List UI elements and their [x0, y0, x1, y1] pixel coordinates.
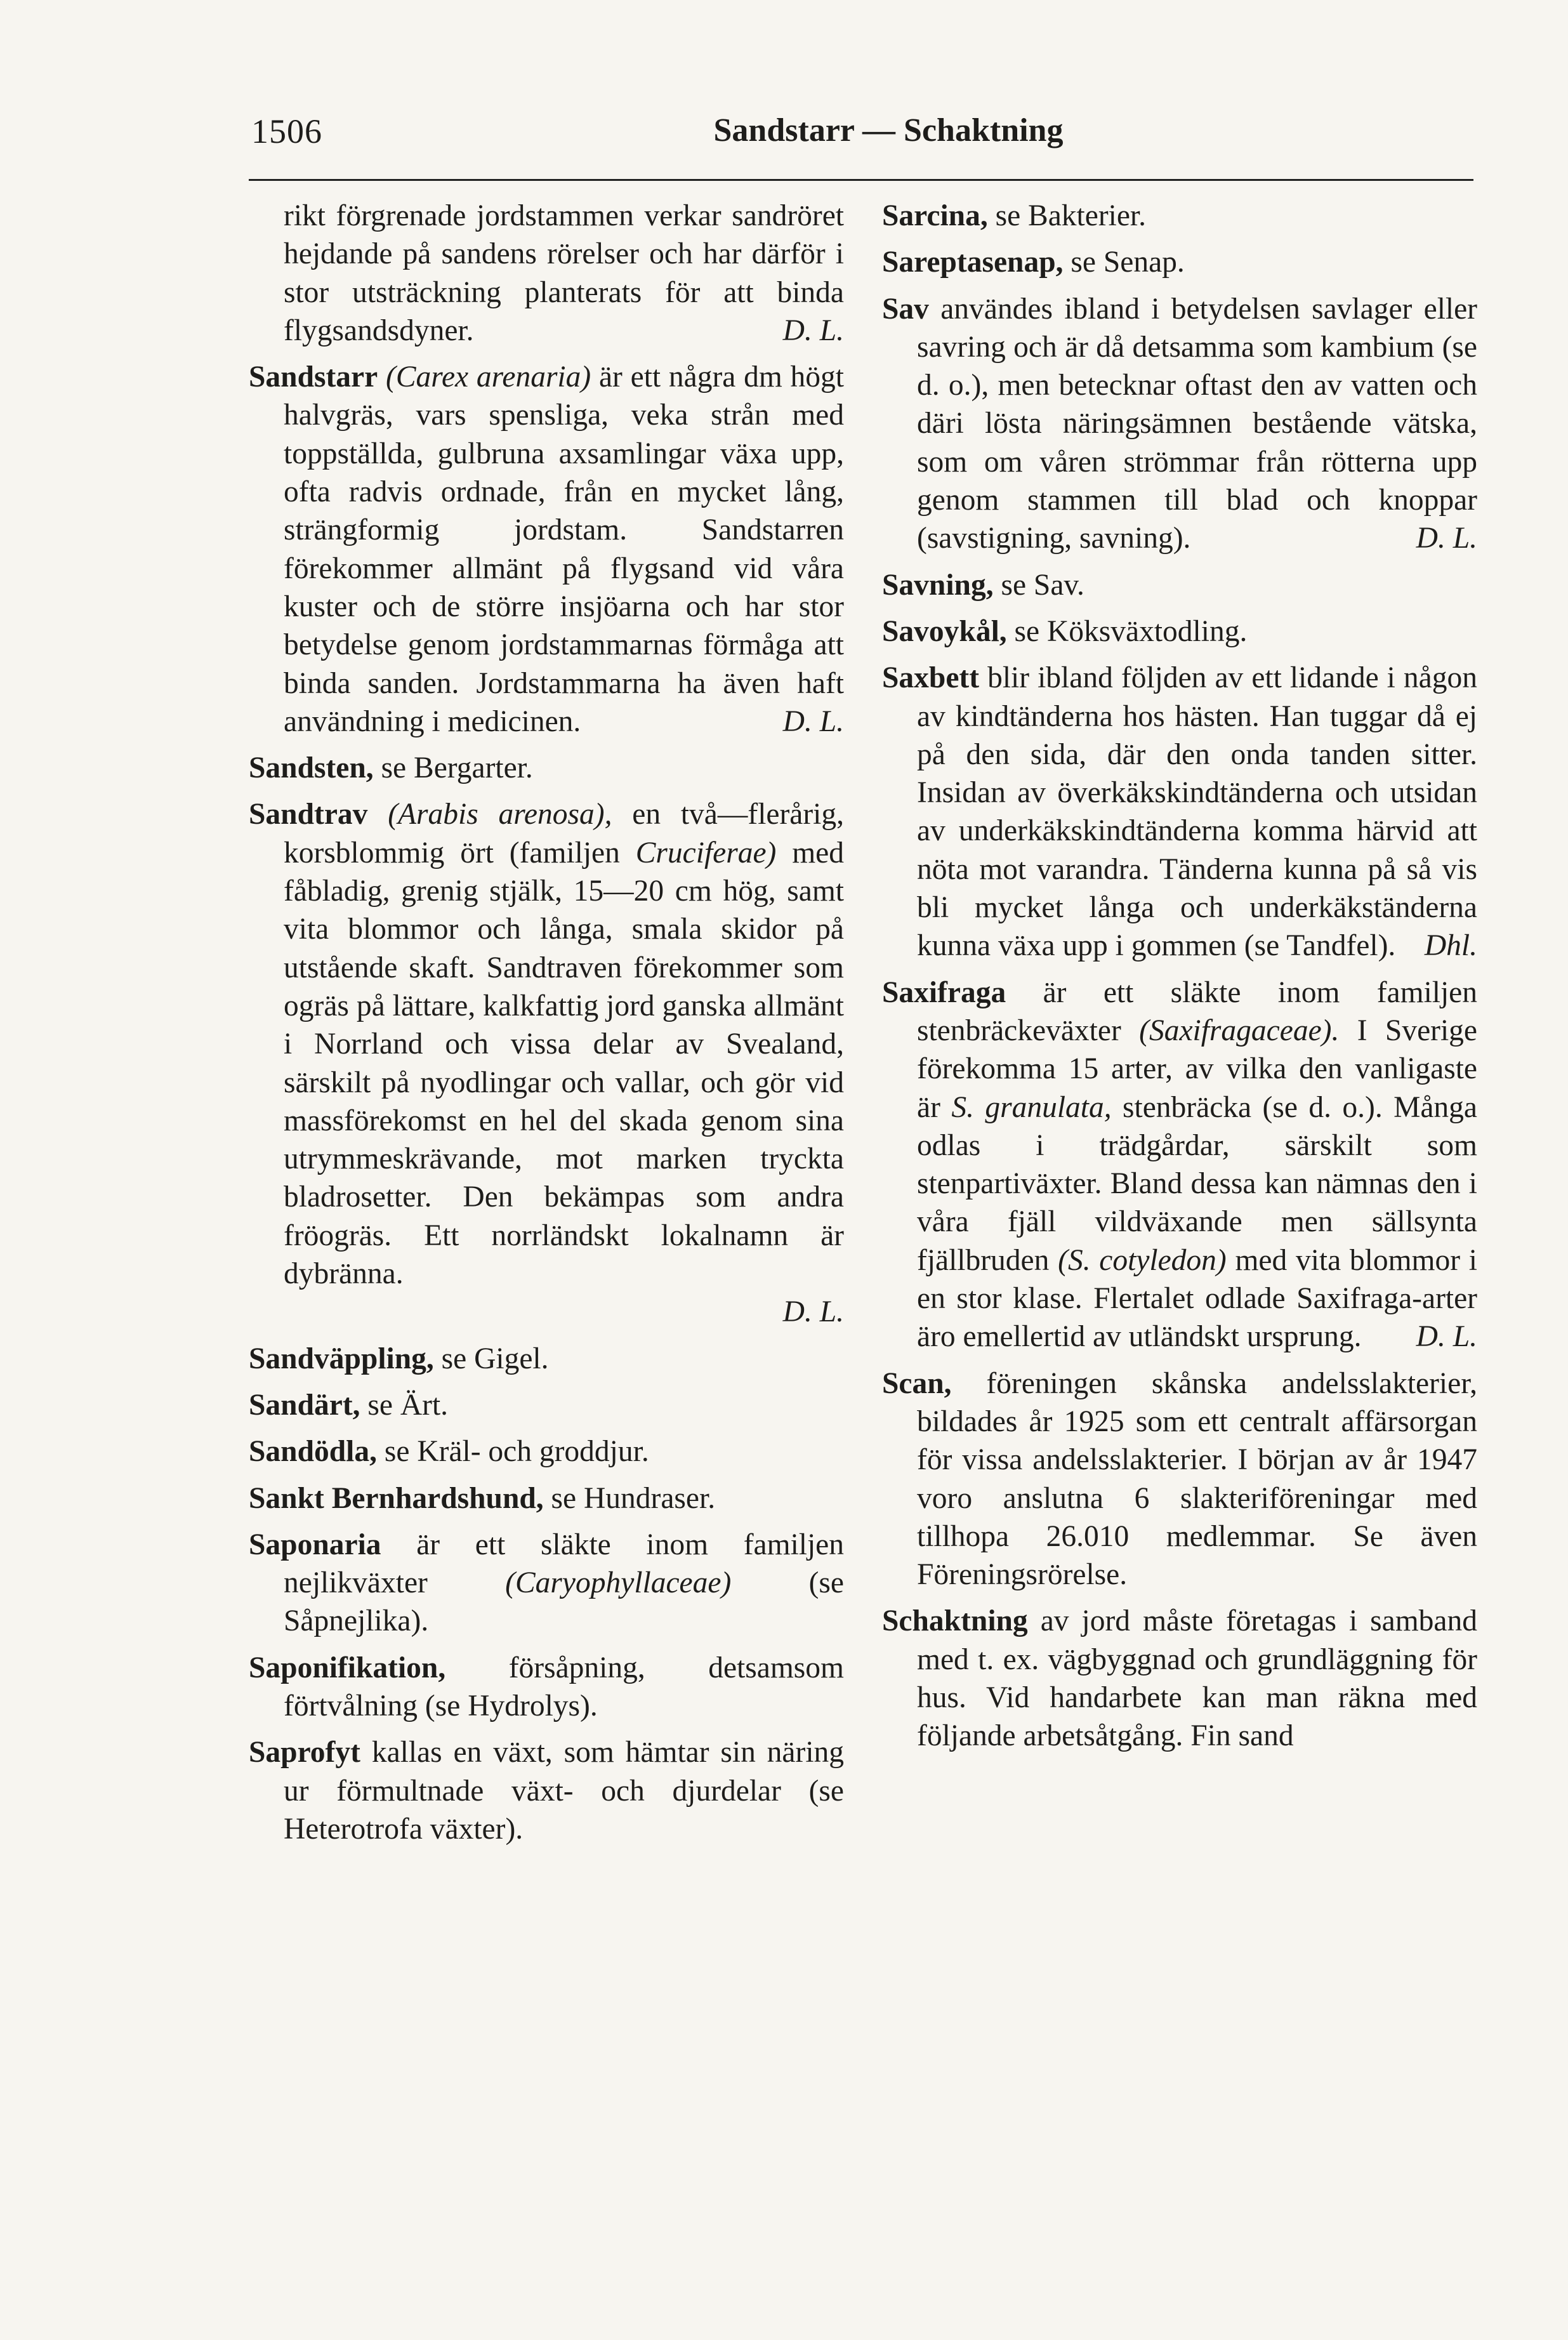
running-head: Sandstarr — Schaktning	[713, 112, 1064, 149]
latin-family: (Caryophyllaceae)	[505, 1566, 732, 1600]
headword: Sandsten,	[249, 751, 374, 785]
entry-sandart	[249, 1386, 844, 1424]
headword: Sandödla,	[249, 1435, 377, 1469]
headword: Savoykål,	[882, 614, 1007, 648]
headword: Saponaria	[249, 1528, 381, 1561]
cross-reference: se Senap.	[1071, 246, 1185, 279]
entry-text-cont: med vita blommor i en stor klase. Flertalet odlade Saxifraga-arter äro emellertid av utländskt ursprung.	[917, 1243, 1477, 1354]
headword: Schaktning	[882, 1604, 1028, 1638]
left-column	[249, 197, 844, 1856]
headword: Saxbett	[882, 661, 980, 695]
headword: Saxifraga	[882, 975, 1006, 1009]
entry-sandvappling	[249, 1340, 844, 1378]
entry-text: av jord måste företagas i samband med t. ex. vägbyggnad och grundläggning för hus. Vid handarbete kan man räkna med följande arbetsåtgång. Fin sand	[917, 1604, 1477, 1753]
entry-sandsten	[249, 749, 844, 787]
headword: Sav	[882, 292, 929, 326]
author-signature: D. L.	[1416, 1320, 1477, 1354]
headword: Saponifikation,	[249, 1651, 446, 1684]
entry-text-cont: I Sverige förekomma 15 arter, av vilka den vanligaste är	[917, 1014, 1477, 1124]
entry-sandodla	[249, 1432, 844, 1471]
latin-name: (Arabis arenosa),	[388, 798, 612, 831]
cross-reference: se Kräl- och groddjur.	[384, 1435, 649, 1469]
entry-saprofyt	[249, 1733, 844, 1848]
entry-text: försåpning, detsamsom förtvålning (se Hydrolys).	[284, 1651, 844, 1722]
cross-reference: se Sav.	[1001, 568, 1084, 602]
headword: Sankt Bernhardshund,	[249, 1481, 544, 1515]
entry-sandtrav	[249, 795, 844, 1331]
headword: Savning,	[882, 568, 994, 602]
entry-sareptasenap	[882, 243, 1477, 281]
entry-saxifraga	[882, 974, 1477, 1356]
cross-reference: se Bakterier.	[995, 199, 1147, 232]
entry-saxbett	[882, 659, 1477, 965]
headword: Scan,	[882, 1366, 952, 1400]
latin-family: Cruciferae)	[635, 836, 777, 869]
headword: Saprofyt	[249, 1736, 360, 1769]
author-signature: D. L.	[782, 1295, 844, 1329]
headword: Sareptasenap,	[882, 246, 1064, 279]
latin-name: (Carex arenaria)	[386, 360, 591, 394]
right-column	[882, 197, 1477, 1764]
author-signature: D. L.	[782, 314, 844, 347]
entry-text: är ett släkte inom familjen nejlikväxter	[284, 1528, 844, 1600]
entry-savoykal	[882, 612, 1477, 651]
author-signature: Dhl.	[1424, 929, 1477, 963]
cross-reference: se Hundraser.	[551, 1481, 716, 1515]
entry-text: blir ibland följden av ett lidande i någon av kindtänderna hos hästen. Han tuggar då ej på den sida, där den onda tanden sitter. Insidan av överkäkskindtänderna och utsidan av underkäkskindtänderna komma härvid att nöta mot varandra. Tänderna kunna på så vis bli mycket långa och underkäkständerna kunna växa upp i gommen (se Tandfel).	[917, 661, 1478, 963]
entry-text: kallas en växt, som hämtar sin näring ur förmultnade växt- och djurdelar (se Heterotrofa växter).	[284, 1736, 845, 1846]
entry-savning	[882, 566, 1477, 604]
author-signature: D. L.	[782, 704, 844, 738]
cross-reference: se Köksväxtodling.	[1014, 614, 1248, 648]
page-number: 1506	[251, 112, 322, 150]
entry-text-cont: stenbräcka (se d. o.). Många odlas i trädgårdar, särskilt som stenpartiväxter. Bland dessa kan nämnas den i våra fjäll vildväxande men sällsynta fjällbruden	[917, 1090, 1478, 1277]
entry-text-cont: (se Såpnejlika).	[284, 1566, 844, 1638]
entry-text: användes ibland i betydelsen savlager eller savring och är då detsamma som kambium (se d. o.), men betecknar oftast den av vatten och däri lösta näringsämnen bestående vätska, som om våren strömmar från rötterna upp genom stammen till blad och knoppar (savstigning, savning).	[917, 292, 1477, 555]
headword: Sandväppling,	[249, 1342, 434, 1375]
header-rule	[249, 179, 1473, 181]
entry-scan	[882, 1365, 1477, 1594]
entry-sandstarr	[249, 358, 844, 741]
entry-text: är ett några dm högt halvgräs, vars spensliga, veka strån med toppställda, gulbruna axsamlingar växa upp, ofta radvis ordnade, från en mycket lång, strängformig jordstam. Sandstarren förekommer allmänt på flygsand vid våra kuster och de större insjöarna och har stor betydelse genom jordstammarnas förmåga att binda sanden. Jordstammarna ha även haft användning i medicinen.	[284, 360, 845, 738]
entry-saponifikation	[249, 1649, 844, 1726]
cross-reference: se Ärt.	[367, 1388, 449, 1422]
entry-schaktning	[882, 1602, 1477, 1755]
latin-species: (S. cotyledon)	[1058, 1243, 1227, 1277]
entry-text: föreningen skånska andelsslakterier, bildades år 1925 som ett centralt affärsorgan för vissa andelsslakterier. I början av år 1947 voro anslutna 6 slakteriföreningar med tillhopa 26.010 medlemmar. Se även Föreningsrörelse.	[917, 1366, 1477, 1592]
entry-sankt-bernhardshund	[249, 1479, 844, 1517]
headword: Sandtrav	[249, 798, 368, 831]
entry-sarcina	[882, 197, 1477, 235]
cross-reference: se Gigel.	[441, 1342, 549, 1375]
latin-species: S. granulata,	[951, 1090, 1112, 1124]
headword: Sandärt,	[249, 1388, 360, 1422]
entry-saponaria	[249, 1526, 844, 1641]
author-signature: D. L.	[1416, 522, 1477, 555]
entry-text: är ett släkte inom familjen stenbräckeväxter	[917, 975, 1477, 1047]
entry-text-cont: med fåbladig, grenig stjälk, 15—20 cm hög, samt vita blommor och långa, smala skidor på utstående skaft. Sandtraven förekommer som ogräs på lättare, kalkfattig jord ganska allmänt i Norrland och vissa delar av Svealand, särskilt på nyodlingar och vallar, och gör vid massförekomst en hel del skada genom sina utrymmeskrävande, mot marken tryckta bladrosetter. Den bekämpas som andra fröogräs. Ett norrländskt lokalnamn är dybränna.	[284, 836, 845, 1291]
entry-text: rikt förgrenade jordstammen verkar sandröret hejdande på sandens rörelser och har därför i stor utsträckning planterats för att binda flygsandsdyner.	[284, 199, 844, 347]
latin-family: (Saxifragaceae).	[1139, 1014, 1340, 1047]
entry-sav	[882, 290, 1477, 558]
entry-continuation	[249, 197, 844, 350]
headword: Sandstarr	[249, 360, 378, 394]
cross-reference: se Bergarter.	[381, 751, 533, 785]
headword: Sarcina,	[882, 199, 988, 232]
entry-text: en två—flerårig, korsblommig ört (familjen	[284, 798, 845, 869]
